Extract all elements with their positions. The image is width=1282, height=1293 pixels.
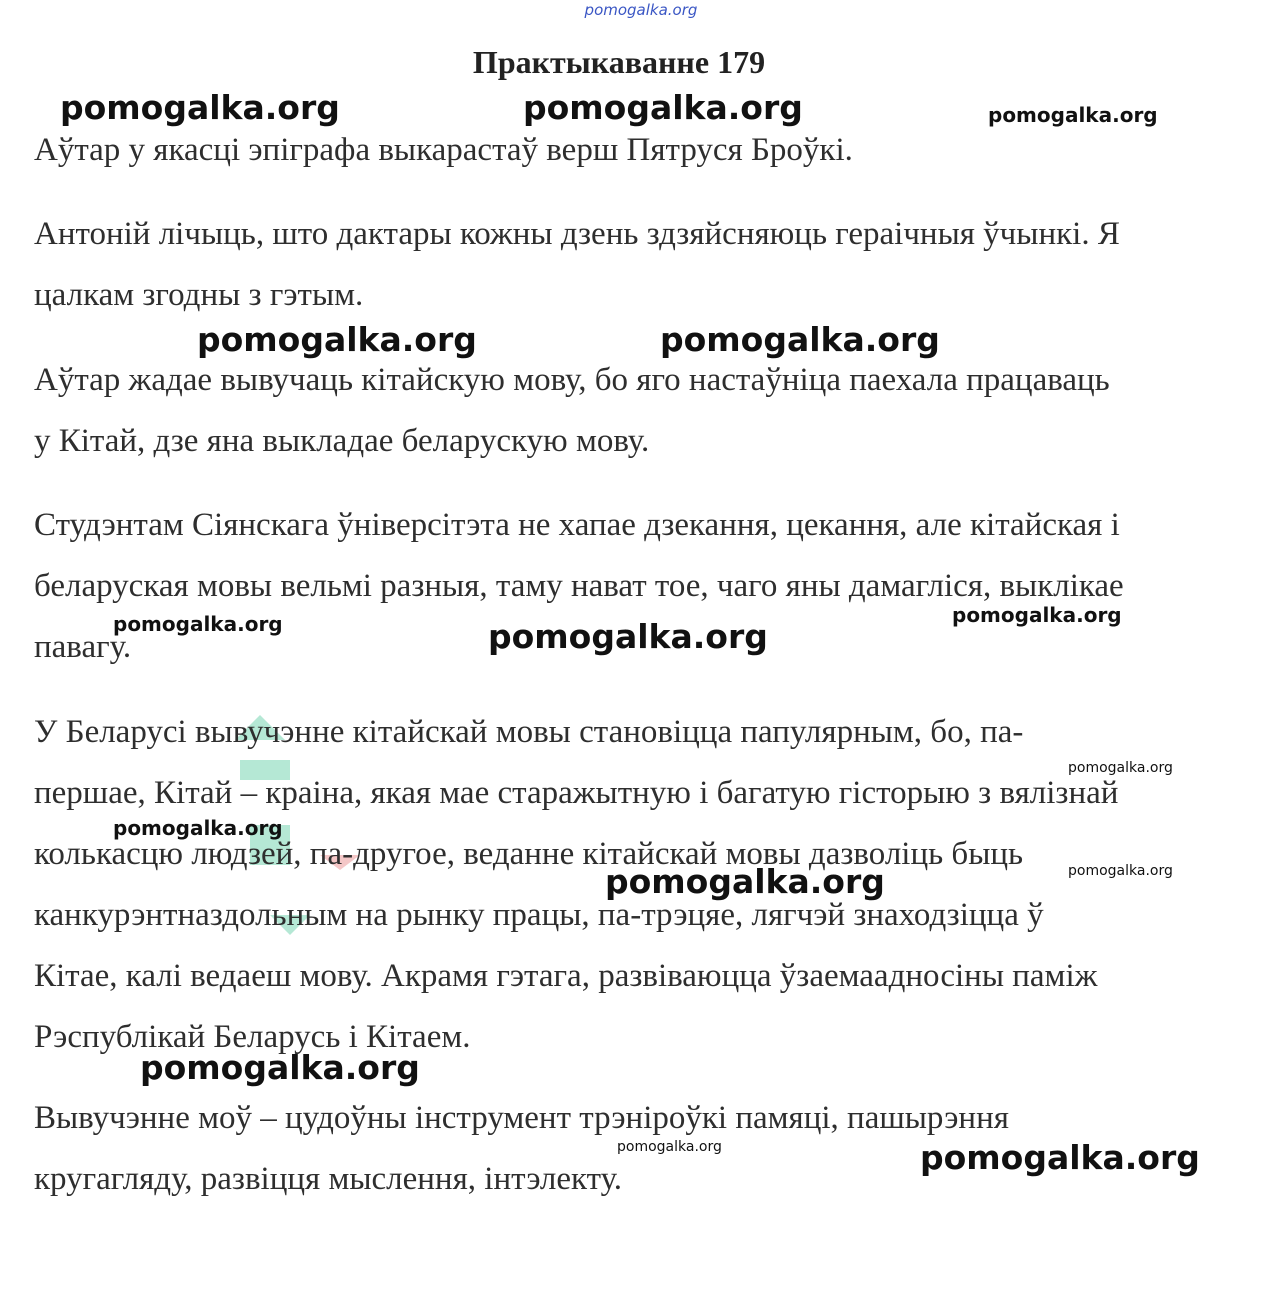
paragraph-line: павагу.: [34, 629, 132, 665]
paragraph-line: У Беларусі вывучэнне кітайскай мовы становіцца папулярным, бо, па-: [34, 714, 1024, 750]
paragraph-line: у Кітай, дзе яна выкладае беларускую мову.: [34, 423, 650, 459]
paragraph-line: Рэспублікай Беларусь і Кітаем.: [34, 1019, 471, 1055]
watermark: pomogalka.org: [920, 1138, 1200, 1177]
paragraph-3: [34, 350, 1244, 472]
watermark: pomogalka.org: [113, 816, 283, 840]
watermark: pomogalka.org: [660, 320, 940, 359]
watermark: pomogalka.org: [113, 612, 283, 636]
paragraph-line: Студэнтам Сіянскага ўніверсітэта не хапае дзекання, цекання, але кітайская і: [34, 507, 1120, 543]
paragraph-2: [34, 204, 1244, 326]
paragraph-line: Аўтар у якасці эпіграфа выкарастаў верш Пятруся Броўкі.: [34, 132, 853, 168]
paragraph-line: Кітае, калі ведаеш мову. Акрамя гэтага, развіваюцца ўзаемаадносіны паміж: [34, 958, 1098, 994]
watermark: pomogalka.org: [617, 1139, 722, 1155]
watermark: pomogalka.org: [523, 88, 803, 127]
paragraph-line: Аўтар жадае вывучаць кітайскую мову, бо яго настаўніца паехала працаваць: [34, 362, 1110, 398]
watermark: pomogalka.org: [140, 1048, 420, 1087]
paragraph-line: кругагляду, развіцця мыслення, інтэлекту.: [34, 1161, 623, 1197]
watermark: pomogalka.org: [988, 103, 1158, 127]
site-link[interactable]: pomogalka.org: [584, 1, 698, 19]
paragraph-1: [34, 120, 1244, 181]
watermark: pomogalka.org: [60, 88, 340, 127]
paragraph-line: колькасцю людзей, па-другое, веданне кітайскай мовы дазволіць быць: [34, 836, 1024, 872]
watermark: pomogalka.org: [605, 862, 885, 901]
paragraph-line: беларуская мовы вельмі разныя, таму нават тое, чаго яны дамагліся, выклікае: [34, 568, 1124, 604]
watermark: pomogalka.org: [952, 603, 1122, 627]
paragraph-line: канкурэнтназдольным на рынку працы, па-трэцяе, лягчэй знаходзіцца ў: [34, 897, 1044, 933]
watermark: pomogalka.org: [197, 320, 477, 359]
paragraph-line: Вывучэнне моў – цудоўны інструмент трэніроўкі памяці, пашырэння: [34, 1100, 1009, 1136]
watermark: pomogalka.org: [488, 617, 768, 656]
paragraph-line: Антоній лічыць, што дактары кожны дзень здзяйсняюць гераічныя ўчынкі. Я: [34, 216, 1120, 252]
watermark: pomogalka.org: [1068, 863, 1173, 879]
watermark: pomogalka.org: [1068, 760, 1173, 776]
paragraph-line: цалкам згодны з гэтым.: [34, 277, 364, 313]
page-title: Практыкаванне 179: [472, 44, 766, 80]
paragraph-line: першае, Кітай – краіна, якая мае старажытную і багатую гісторыю з вялізнай: [34, 775, 1119, 811]
